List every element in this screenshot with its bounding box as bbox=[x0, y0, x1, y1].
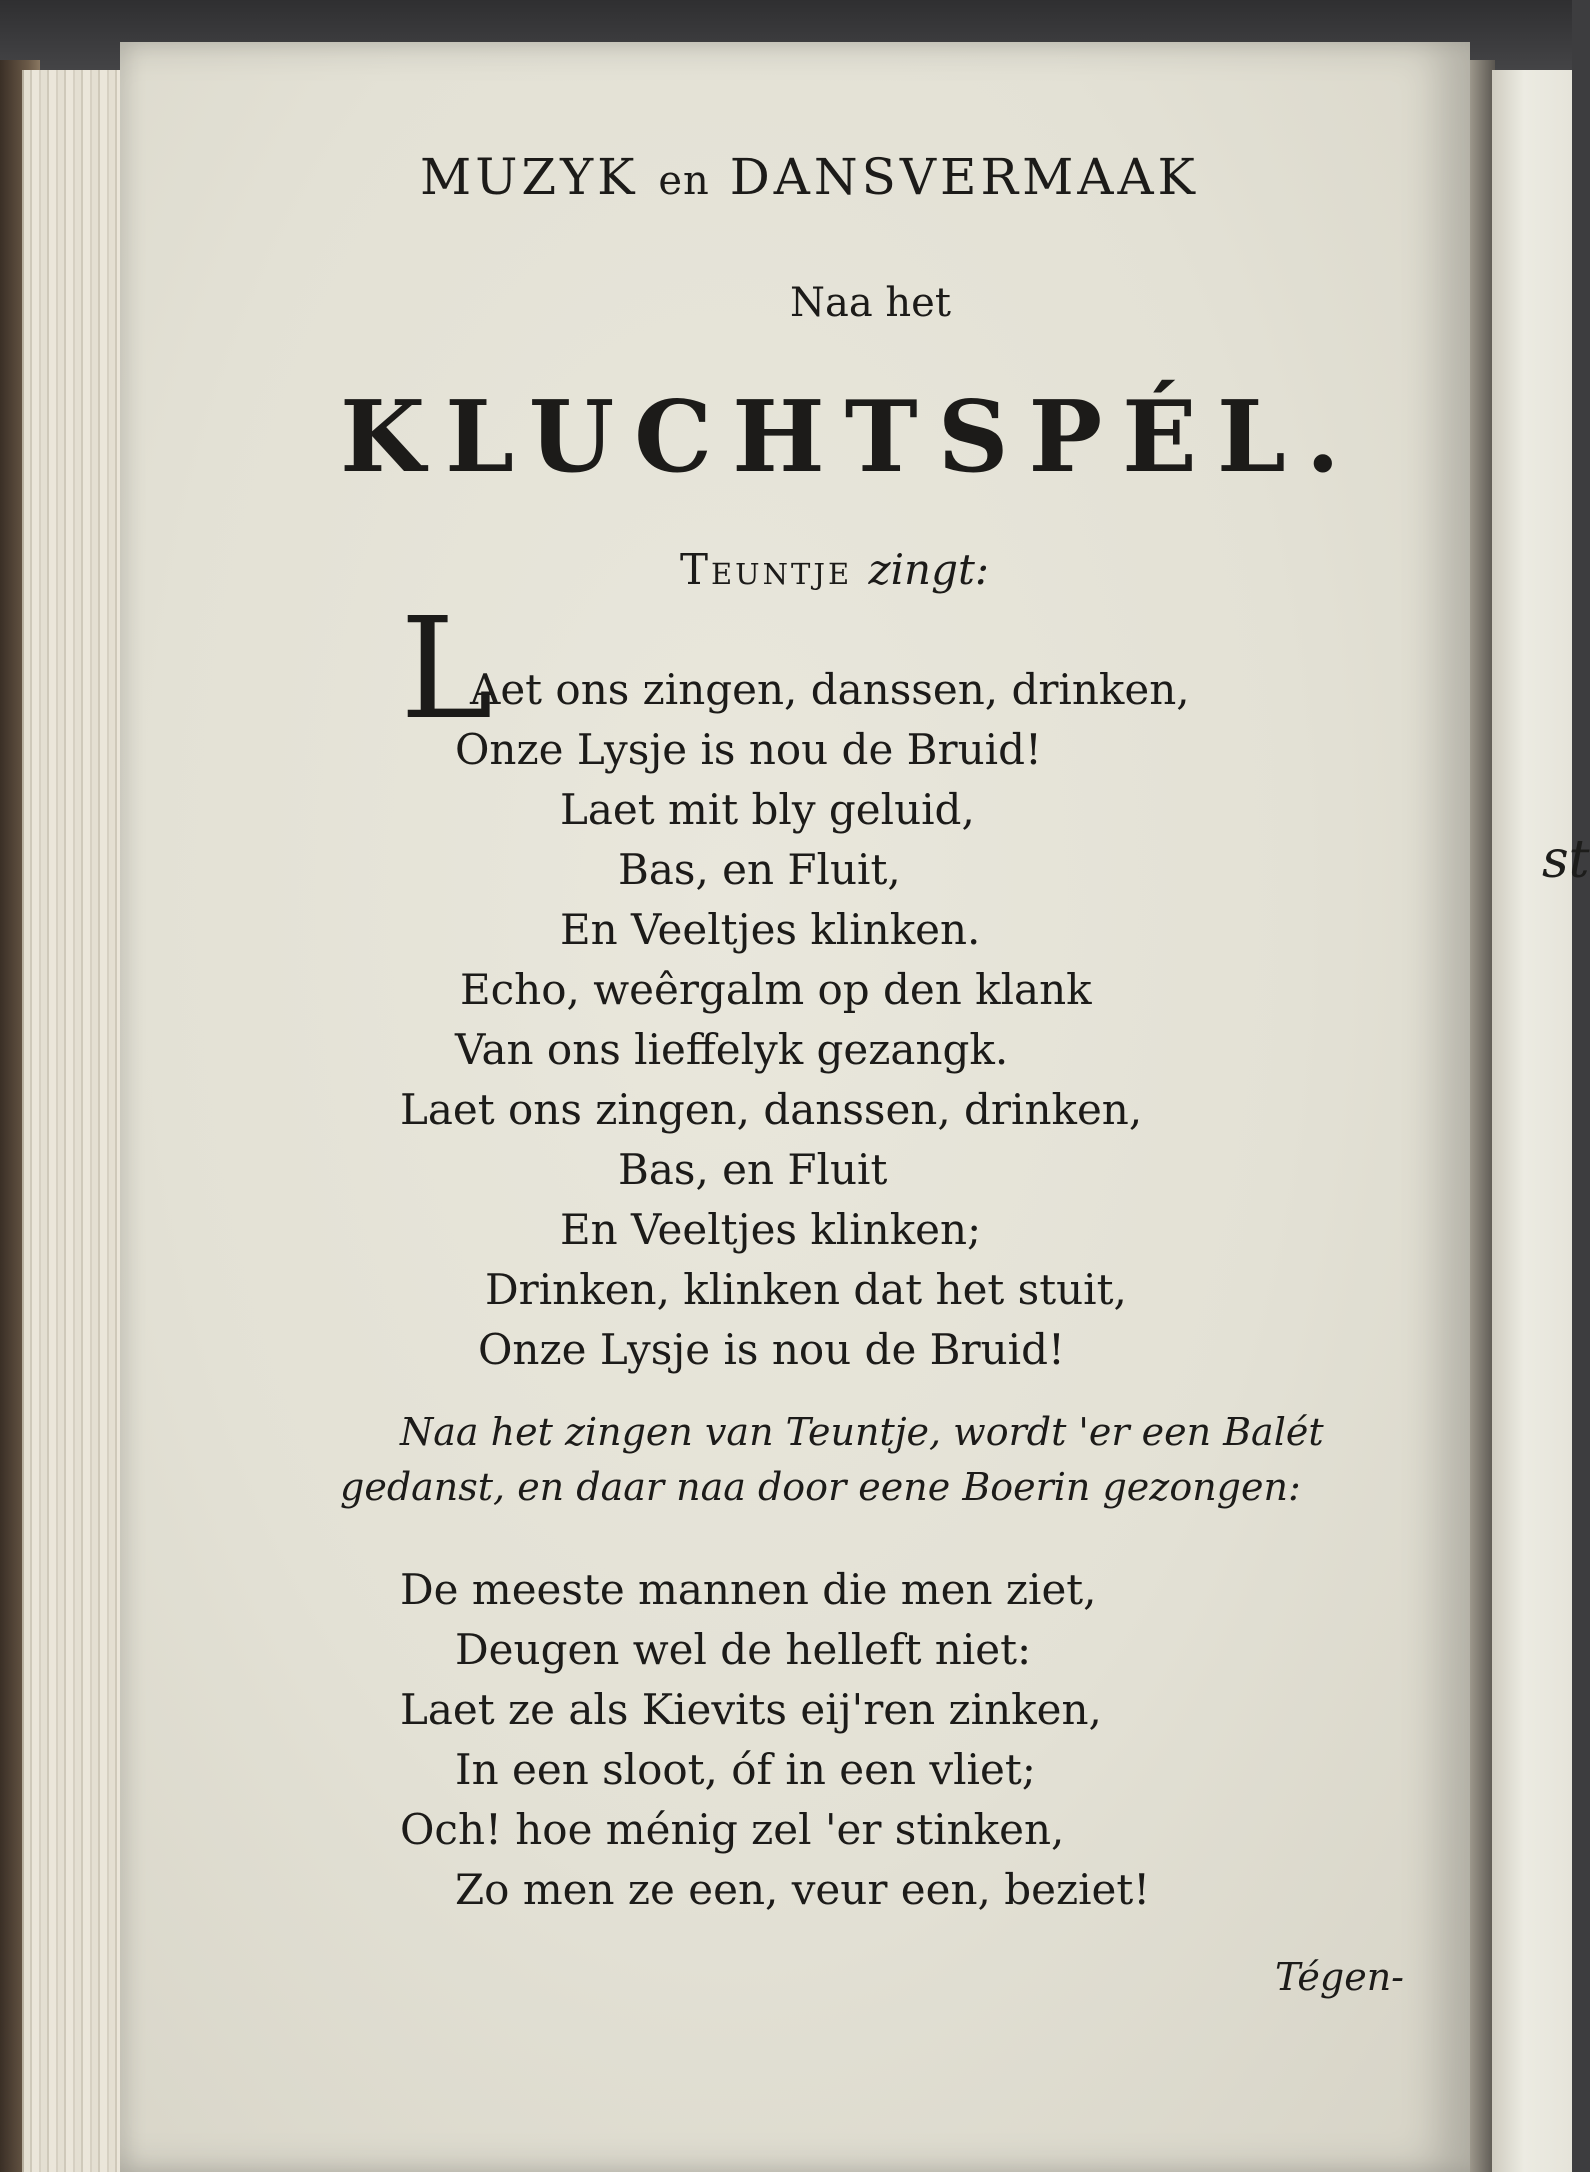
verse-line: Deugen wel de helleft niet: bbox=[455, 1625, 1032, 1674]
verse-line: Echo, weêrgalm op den klank bbox=[460, 965, 1092, 1014]
verse-line: Onze Lysje is nou de Bruid! bbox=[455, 725, 1042, 774]
running-header bbox=[420, 148, 1199, 206]
header-dansvermaak: DANSVERMAAK bbox=[729, 148, 1199, 206]
verse-line: Van ons lieffelyk gezangk. bbox=[455, 1025, 1009, 1074]
header-muzyk: MUZYK bbox=[420, 148, 639, 206]
page-title: KLUCHTSPÉL. bbox=[340, 380, 1360, 495]
drop-cap: L bbox=[400, 588, 493, 751]
verse-line: Och! hoe ménig zel 'er stinken, bbox=[400, 1805, 1065, 1854]
verse-line: Onze Lysje is nou de Bruid! bbox=[478, 1325, 1065, 1374]
verse-line: Laet ons zingen, danssen, drinken, bbox=[400, 1085, 1143, 1134]
speaker-heading bbox=[680, 545, 989, 594]
catchword: Tégen- bbox=[1275, 1955, 1405, 1999]
verse-line: De meeste mannen die men ziet, bbox=[400, 1565, 1097, 1614]
speaker-verb: zingt: bbox=[868, 545, 990, 594]
verse-line: Laet mit bly geluid, bbox=[560, 785, 975, 834]
verse-line: Bas, en Fluit, bbox=[618, 845, 901, 894]
verse-line: Laet ze als Kievits eij'ren zinken, bbox=[400, 1685, 1102, 1734]
verse-line: In een sloot, óf in een vliet; bbox=[455, 1745, 1036, 1794]
verse-line: En Veeltjes klinken. bbox=[560, 905, 981, 954]
subtitle: Naa het bbox=[790, 280, 951, 326]
header-conjunction: en bbox=[658, 158, 710, 204]
facing-page-fragment: st bbox=[1542, 830, 1590, 890]
speaker-name: Teuntje bbox=[680, 545, 853, 594]
verse-line: En Veeltjes klinken; bbox=[560, 1205, 982, 1254]
verse-line: Drinken, klinken dat het stuit, bbox=[485, 1265, 1127, 1314]
verse-line: Zo men ze een, veur een, beziet! bbox=[455, 1865, 1151, 1914]
verse-line: Bas, en Fluit bbox=[618, 1145, 888, 1194]
verse-line: Aet ons zingen, danssen, drinken, bbox=[470, 665, 1190, 714]
stage-direction-line: Naa het zingen van Teuntje, wordt 'er een Balét bbox=[400, 1410, 1324, 1454]
stage-direction-line: gedanst, en daar naa door eene Boerin gezongen: bbox=[340, 1465, 1301, 1509]
